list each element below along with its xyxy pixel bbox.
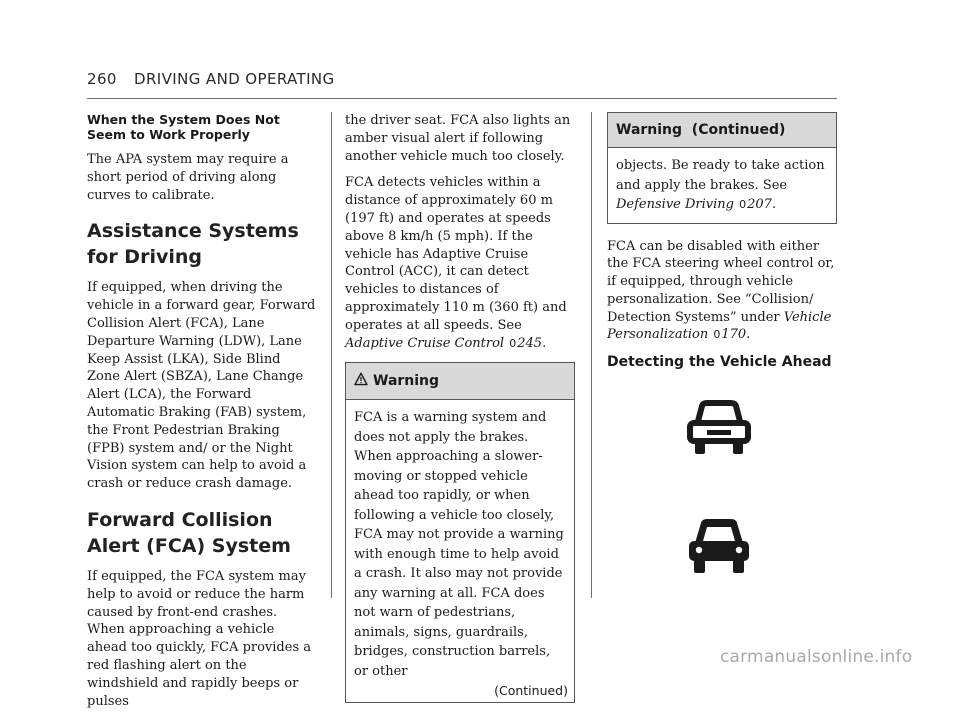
page-ref-number[interactable]: 170 bbox=[721, 327, 747, 343]
warning-box-continued bbox=[607, 112, 837, 224]
paragraph: FCA detects vehicles within a distance of approximately 60 m (197 ft) and operates at speeds above 8 km/h (5 mph). If the vehicle has Adaptive Cruise Control (ACC), it can detect vehicles to distances of approximately 110 m (360 ft) and operates at all speeds. See Adaptive Cruise Control 0245. bbox=[345, 175, 567, 351]
page-ref-icon: 0 bbox=[739, 198, 747, 211]
warning-text: FCA is a warning system and does not apply the brakes. When approaching a slower-moving or stopped vehicle ahead too rapidly, or when following a vehicle too closely, FCA may not provide a warning with enough time to help avoid a crash. It also may not provide any warning at all. FCA does not warn of pedestrians, animals, signs, guardrails, bridges, construction barrels, or other bbox=[354, 410, 564, 679]
paragraph: If equipped, when driving the vehicle in a forward gear, Forward Collision Alert (FCA), Lane Departure Warning (LDW), Lane Keep Assist (LKA), Side Blind Zone Alert (SBZA), Lane Change Alert (LCA), the Forward Automatic Braking (FAB) system, the Front Pedestrian Braking (FPB) system and/ or the Night Vision system can help to avoid a crash or reduce crash damage. bbox=[87, 280, 316, 492]
page-ref-icon: 0 bbox=[713, 328, 721, 342]
warning-box-body bbox=[346, 400, 574, 685]
warning-box-header bbox=[346, 363, 574, 400]
heading-system-not-working: When the System Does Not Seem to Work Properly bbox=[87, 112, 280, 142]
cross-reference-link[interactable]: Defensive Driving bbox=[616, 197, 734, 212]
paragraph: If equipped, the FCA system may help to avoid or reduce the harm caused by front-end crashes. When approaching a vehicle ahead too quickly, FCA provides a red flashing alert on the windshield and rapidly beeps or pulses bbox=[87, 568, 312, 709]
column-divider bbox=[591, 112, 592, 598]
paragraph: the driver seat. FCA also lights an amber visual alert if following another vehicle much too closely. bbox=[345, 113, 571, 164]
warning-text: objects. Be ready to take action and apply the brakes. See Defensive Driving 0207. bbox=[616, 158, 825, 212]
indicator-icons bbox=[607, 379, 837, 589]
cross-reference-link[interactable]: Adaptive Cruise Control bbox=[345, 335, 505, 351]
section-title: DRIVING AND OPERATING bbox=[134, 70, 335, 88]
vehicle-ahead-outline-icon bbox=[687, 399, 751, 457]
paragraph: The APA system may require a short period of driving along curves to calibrate. bbox=[87, 152, 289, 203]
column-3 bbox=[607, 112, 837, 589]
paragraph: FCA can be disabled with either the FCA steering wheel control or, if equipped, through vehicle personalization. See “Collision/ Detection Systems” under Vehicle Personalization 0170. bbox=[607, 238, 835, 343]
page-ref-number[interactable]: 207 bbox=[747, 197, 772, 212]
watermark[interactable]: carmanualsonline.info bbox=[720, 647, 913, 667]
warning-text-span: objects. Be ready to take action and apply the brakes. See bbox=[616, 158, 825, 193]
warning-triangle-icon bbox=[354, 372, 368, 390]
warning-box bbox=[345, 362, 575, 703]
continued-label: (Continued) bbox=[494, 683, 568, 699]
warning-title: Warning (Continued) bbox=[616, 122, 786, 138]
heading-assistance-systems: Assistance Systems for Driving bbox=[87, 220, 299, 269]
heading-fca-system: Forward Collision Alert (FCA) System bbox=[87, 508, 291, 557]
column-2 bbox=[345, 112, 575, 703]
vehicle-ahead-solid-icon bbox=[687, 517, 751, 575]
heading-detecting-vehicle: Detecting the Vehicle Ahead bbox=[607, 354, 832, 371]
page-ref-icon: 0 bbox=[509, 336, 517, 350]
column-1 bbox=[87, 112, 317, 719]
cross-reference-link[interactable]: Vehicle Personalization bbox=[607, 309, 832, 343]
paragraph-text: FCA detects vehicles within a distance of approximately 60 m (197 ft) and operates at speeds above 8 km/h (5 mph). If the vehicle has Adaptive Cruise Control (ACC), it can detect vehicles to distances of approximately 110 m (360 ft) and operates at all speeds. See bbox=[345, 175, 567, 333]
paragraph-text: FCA can be disabled with either the FCA steering wheel control or, if equipped, through vehicle personalization. See “Collision/ Detection Systems” under bbox=[607, 238, 835, 325]
warning-title: Warning bbox=[373, 373, 440, 390]
column-divider bbox=[331, 112, 332, 598]
page-number: 260 bbox=[87, 70, 117, 88]
page-ref-number[interactable]: 245 bbox=[517, 335, 543, 351]
header-rule bbox=[87, 98, 837, 99]
page-header bbox=[87, 70, 335, 88]
warning-box-header bbox=[608, 113, 836, 148]
warning-box-body bbox=[608, 148, 836, 223]
